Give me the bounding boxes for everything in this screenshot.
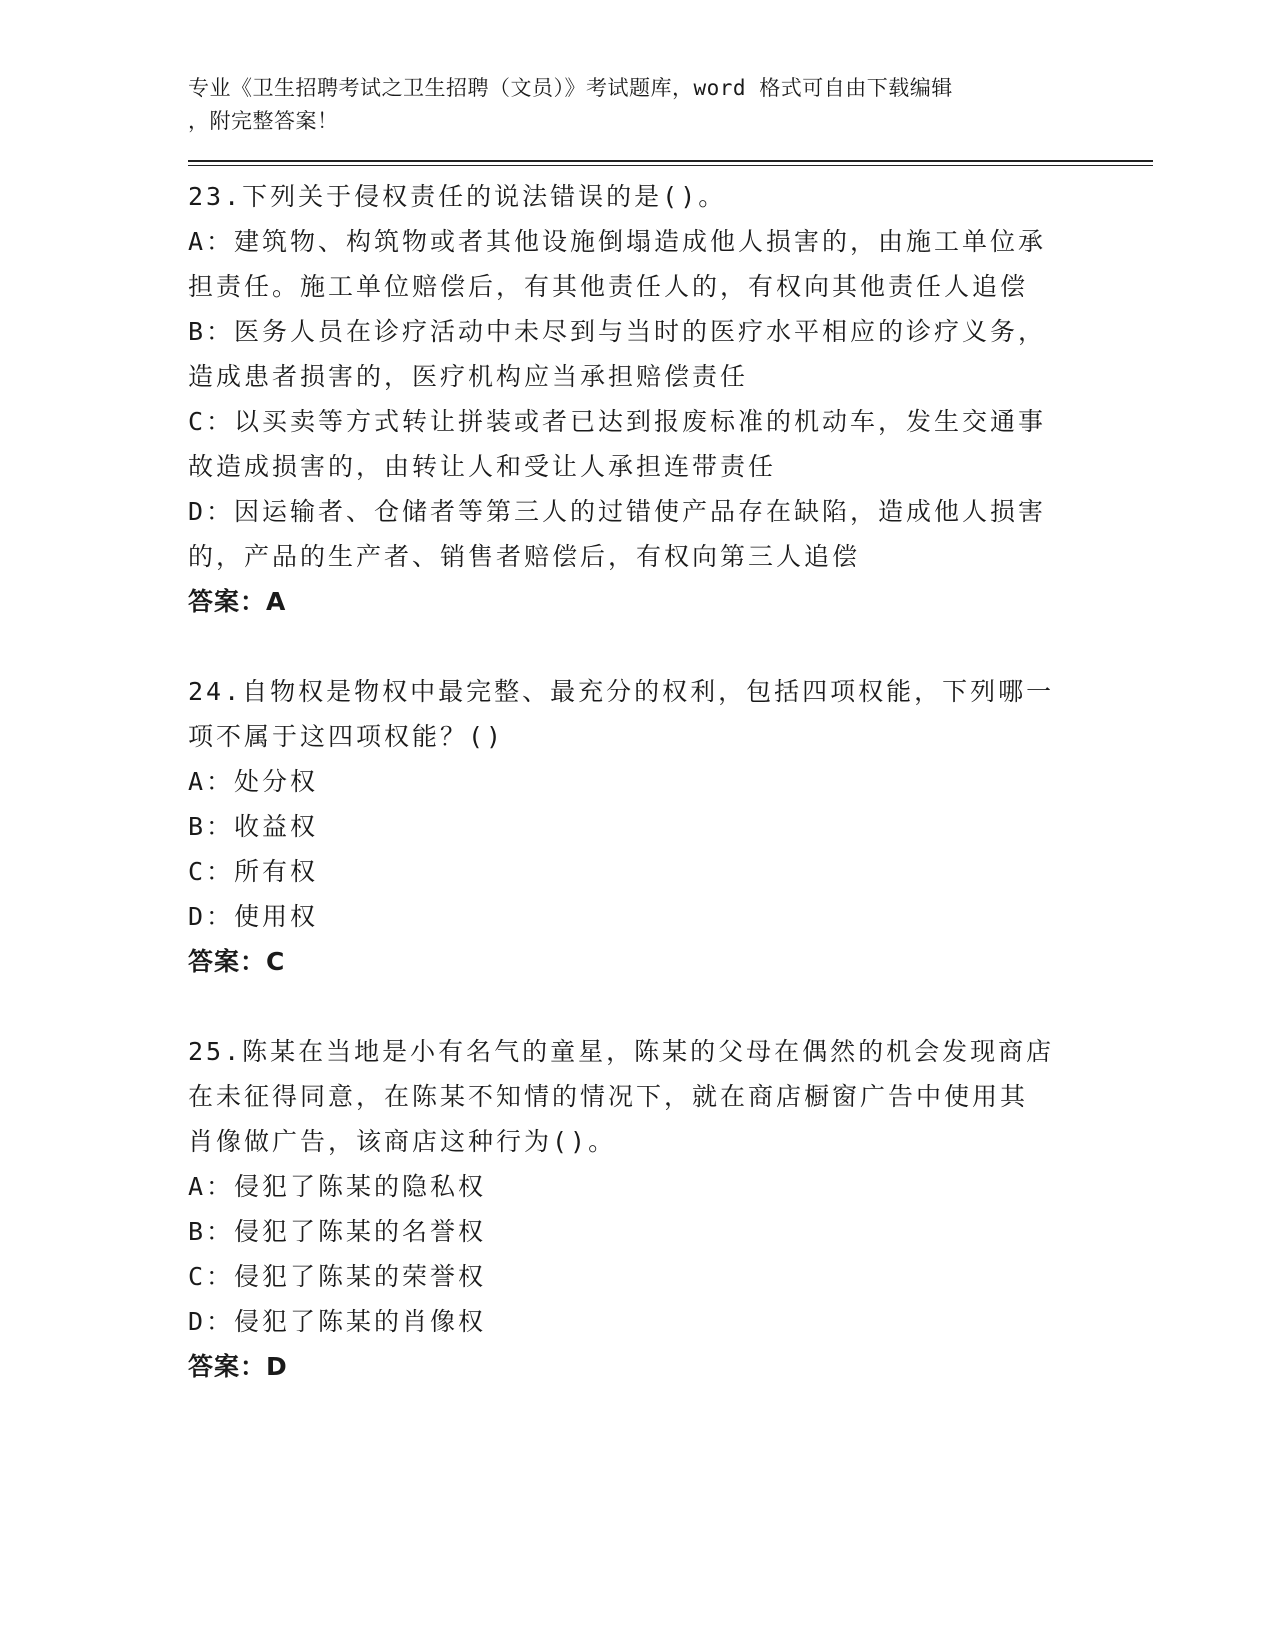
header-divider — [188, 160, 1153, 166]
question-text: 24.自物权是物权中最完整、最充分的权利，包括四项权能，下列哪一 — [188, 677, 1055, 706]
document-header-line-2: ，附完整答案！ — [188, 109, 339, 133]
option-c: C：以买卖等方式转让拼装或者已达到报废标准的机动车，发生交通事 — [188, 407, 1047, 436]
question-text-continued: 项不属于这四项权能？() — [188, 722, 505, 751]
question-text: 23.下列关于侵权责任的说法错误的是()。 — [188, 182, 727, 211]
answer-label: 答案：C — [188, 947, 286, 976]
question-text-continued: 肖像做广告，该商店这种行为()。 — [188, 1127, 617, 1156]
option-b: B：医务人员在诊疗活动中未尽到与当时的医疗水平相应的诊疗义务， — [188, 317, 1047, 346]
option-a: A：侵犯了陈某的隐私权 — [188, 1172, 487, 1201]
option-a-continued: 担责任。施工单位赔偿后，有其他责任人的，有权向其他责任人追偿 — [188, 272, 1029, 301]
option-b-continued: 造成患者损害的，医疗机构应当承担赔偿责任 — [188, 362, 749, 391]
option-c: C：侵犯了陈某的荣誉权 — [188, 1262, 487, 1291]
document-header-line-1: 专业《卫生招聘考试之卫生招聘（文员）》考试题库，word 格式可自由下载编辑 — [188, 76, 953, 100]
option-c-continued: 故造成损害的，由转让人和受让人承担连带责任 — [188, 452, 777, 481]
option-d: D：侵犯了陈某的肖像权 — [188, 1307, 487, 1336]
answer-label: 答案：D — [188, 1352, 288, 1381]
question-text-continued: 在未征得同意，在陈某不知情的情况下，就在商店橱窗广告中使用其 — [188, 1082, 1029, 1111]
document-page — [188, 72, 1158, 1434]
option-a: A：建筑物、构筑物或者其他设施倒塌造成他人损害的，由施工单位承 — [188, 227, 1047, 256]
option-b: B：收益权 — [188, 812, 319, 841]
question-list — [188, 174, 1158, 1389]
option-d-continued: 的，产品的生产者、销售者赔偿后，有权向第三人追偿 — [188, 542, 861, 571]
option-d: D：因运输者、仓储者等第三人的过错使产品存在缺陷，造成他人损害 — [188, 497, 1047, 526]
option-b: B：侵犯了陈某的名誉权 — [188, 1217, 487, 1246]
option-c: C：所有权 — [188, 857, 319, 886]
answer-label: 答案：A — [188, 587, 287, 616]
question-23 — [188, 174, 1158, 624]
question-25 — [188, 1029, 1158, 1389]
question-text: 25.陈某在当地是小有名气的童星，陈某的父母在偶然的机会发现商店 — [188, 1037, 1055, 1066]
option-d: D：使用权 — [188, 902, 319, 931]
question-24 — [188, 669, 1158, 984]
option-a: A：处分权 — [188, 767, 319, 796]
